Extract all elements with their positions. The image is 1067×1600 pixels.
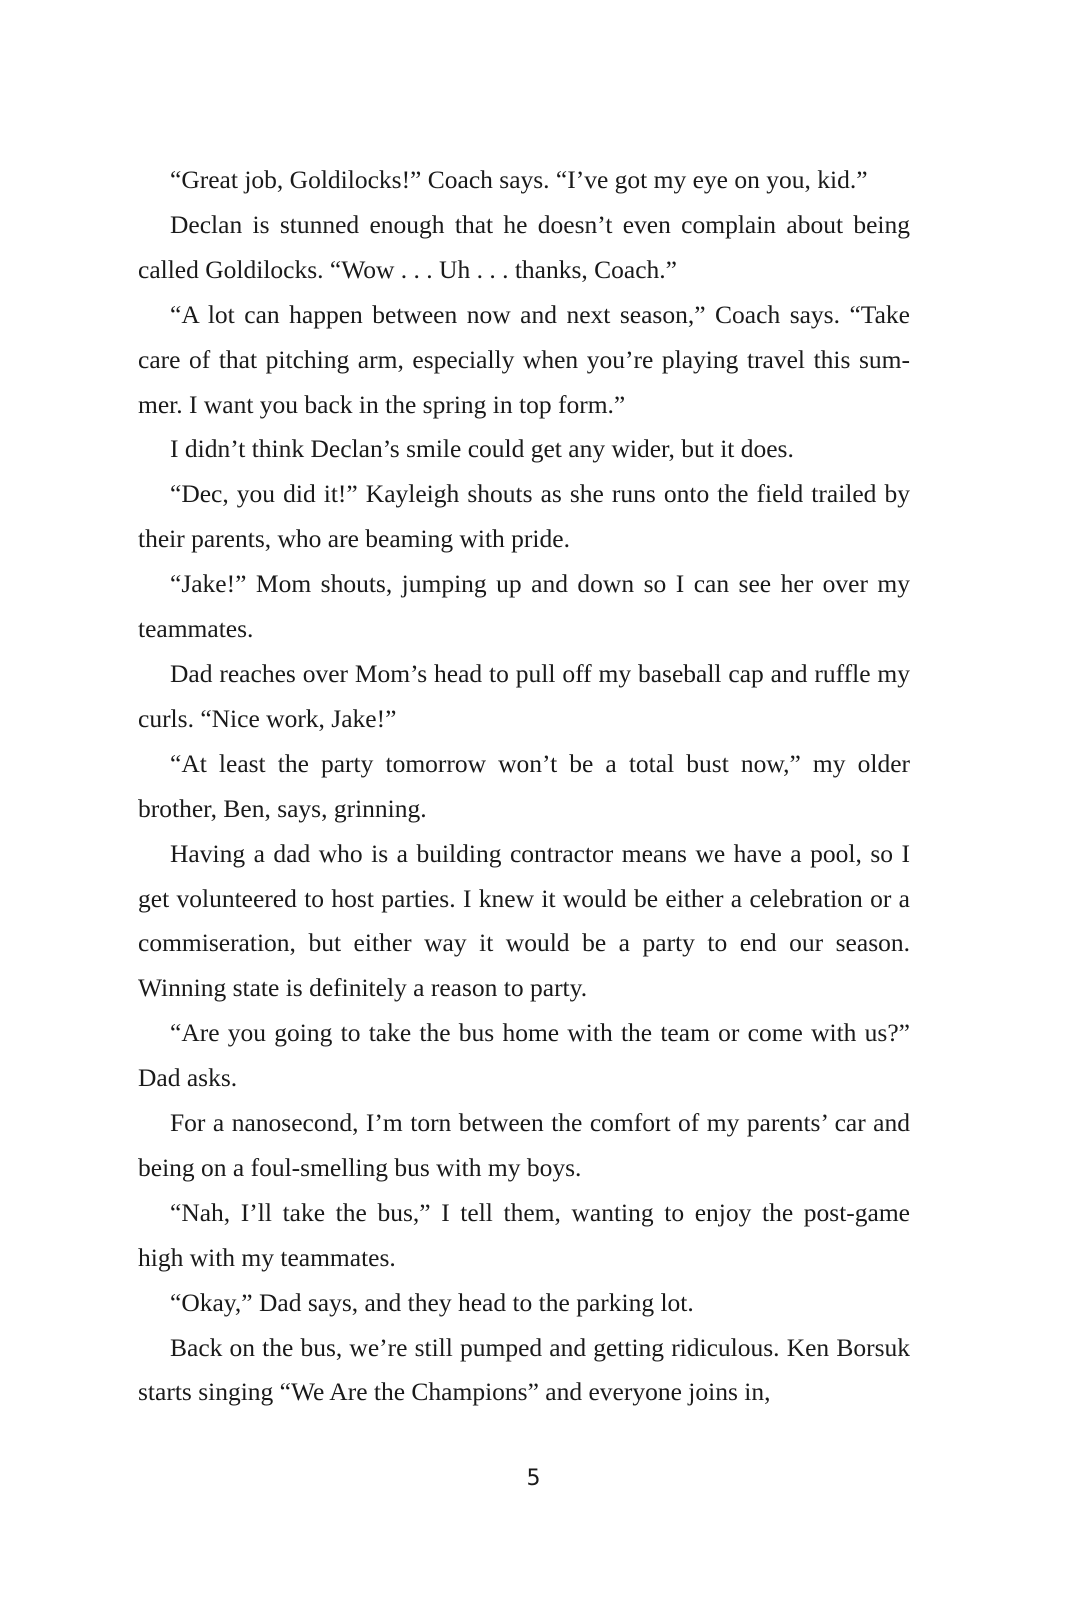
paragraph: “Jake!” Mom shouts, jumping up and down so I can see her over my teammates. [138,569,910,644]
paragraph: “Are you going to take the bus home with the team or come with us?” Dad asks. [138,1018,910,1093]
paragraph: “Great job, Goldilocks!” Coach says. “I’ve got my eye on you, kid.” [170,165,868,194]
paragraph: Dad reaches over Mom’s head to pull off my baseball cap and ruffle my curls. “Nice work, Jake!” [138,658,910,733]
paragraph: “Nah, I’ll take the bus,” I tell them, wanting to enjoy the post-game high with my teammates. [138,1197,910,1272]
paragraph: Declan is stunned enough that he doesn’t even complain about being called Goldilocks. “Wow . . . Uh . . . thanks, Coach.” [138,209,910,284]
paragraph: Having a dad who is a building contractor means we have a pool, so I get volunteered to host parties. I knew it would be either a celebration or a commiseration, but either way it would be a party to end our season. Winning state is definitely a reason to party. [138,838,910,1003]
body-text [138,158,910,1415]
paragraph: “Dec, you did it!” Kayleigh shouts as she runs onto the field trailed by their parents, who are beaming with pride. [138,479,910,554]
paragraph: “At least the party tomorrow won’t be a total bust now,” my older brother, Ben, says, grinning. [138,748,910,823]
paragraph: Back on the bus, we’re still pumped and getting ridiculous. Ken Borsuk starts singing “We Are the Champions” and everyone joins in, [138,1332,910,1407]
paragraph: For a nanosecond, I’m torn between the comfort of my parents’ car and being on a foul-smelling bus with my boys. [138,1108,910,1182]
paragraph: “A lot can happen between now and next season,” Coach says. “Take care of that pitching arm, especially when you’re playing travel this summer. I want you back in the spring in top form.” [138,299,910,419]
paragraph: “Okay,” Dad says, and they head to the parking lot. [170,1287,694,1317]
page-number: 5 [526,1466,541,1491]
paragraph: I didn’t think Declan’s smile could get any wider, but it does. [170,434,794,464]
